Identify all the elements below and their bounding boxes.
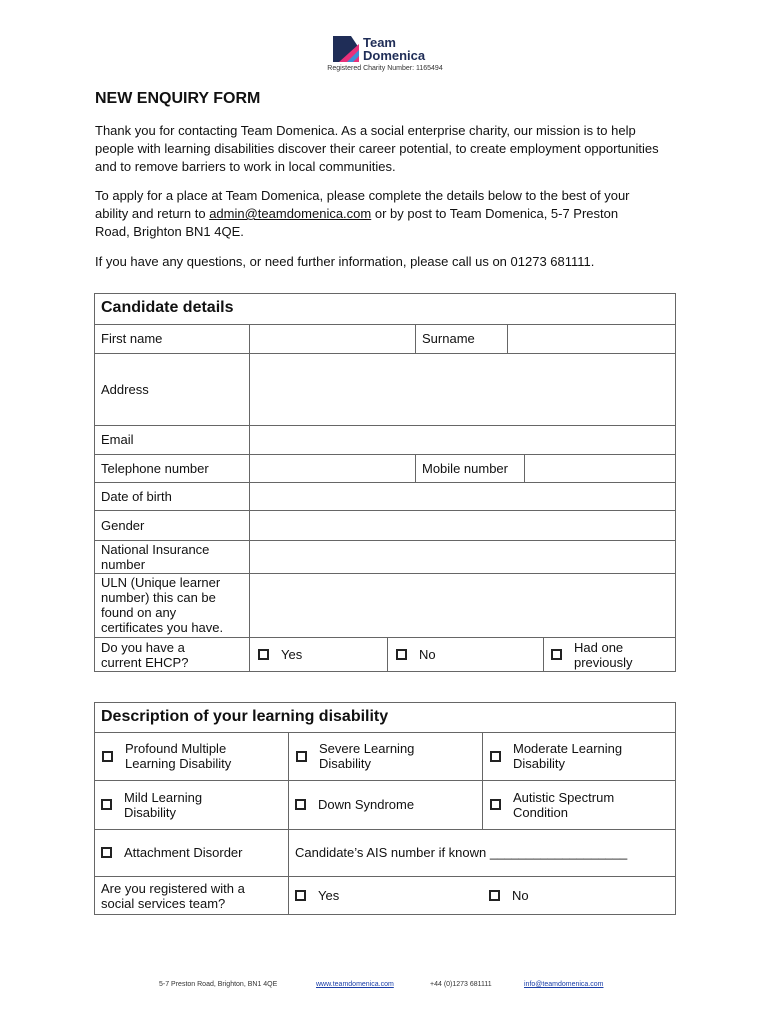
intro-paragraph-3: If you have any questions, or need further information, please call us on 01273 681111. (95, 254, 595, 269)
social-yes-label: Yes (318, 888, 340, 903)
checkbox-icon[interactable] (490, 751, 501, 762)
autistic-option[interactable] (483, 780, 676, 829)
pmld-label-line: Learning Disability (125, 756, 232, 771)
social-no-label: No (512, 888, 529, 903)
sld-label-line: Severe Learning (319, 741, 415, 756)
down-syndrome-label: Down Syndrome (318, 797, 415, 812)
first-name-label: First name (101, 331, 163, 346)
mild-option[interactable] (95, 780, 288, 829)
checkbox-icon[interactable] (490, 799, 501, 810)
ehcp-label-line: current EHCP? (101, 654, 189, 670)
ehcp-label-line: Do you have a (101, 639, 185, 655)
autistic-label (513, 790, 614, 820)
checkbox-icon[interactable] (258, 649, 269, 660)
social-services-label (95, 876, 288, 915)
charity-number: Registered Charity Number: 1165494 (327, 65, 443, 72)
social-services-label-line: social services team? (101, 895, 226, 911)
social-services-label-line: Are you registered with a (101, 880, 245, 896)
checkbox-icon[interactable] (396, 649, 407, 660)
uln-field[interactable] (250, 573, 676, 637)
ni-label (95, 540, 249, 573)
footer-website (316, 981, 394, 988)
logo-text (363, 36, 425, 62)
ehcp-previously-label (574, 640, 633, 670)
team-domenica-logo-icon (329, 34, 361, 66)
pmld-label (125, 741, 231, 771)
uln-label (95, 573, 249, 637)
ehcp-label (95, 637, 249, 672)
sld-label (319, 741, 414, 771)
attachment-option[interactable] (95, 829, 288, 876)
gender-field[interactable] (250, 510, 676, 540)
uln-label-line: found on any (101, 605, 177, 620)
checkbox-icon[interactable] (296, 751, 307, 762)
social-no-option[interactable] (483, 876, 676, 915)
ni-field[interactable] (250, 540, 676, 573)
ehcp-previously-line: previously (574, 654, 633, 670)
logo (329, 34, 441, 66)
sld-label-line: Disability (319, 756, 372, 771)
address-label: Address (101, 381, 149, 397)
ni-label-line: number (101, 556, 146, 572)
gender-label: Gender (101, 517, 145, 533)
social-yes-option[interactable] (289, 876, 482, 915)
ais-number-field[interactable]: Candidate’s AIS number if known ___________________ (295, 845, 628, 860)
ni-label-line: National Insurance (101, 541, 210, 557)
ehcp-yes-option[interactable] (250, 637, 387, 672)
candidate-details-table (94, 293, 676, 672)
moderate-label-line: Moderate Learning (513, 741, 623, 756)
mild-label-line: Mild Learning (124, 789, 203, 805)
pmld-label-line: Profound Multiple (125, 741, 227, 756)
ehcp-no-label: No (419, 647, 436, 662)
intro-paragraph-1: Thank you for contacting Team Domenica. As a social enterprise charity, our mission is to help people with learning disabilities discover their career potential, to create employment opportunities and to remove barriers to work in local communities. (95, 123, 659, 174)
admin-email-link[interactable]: admin@teamdomenica.com (209, 206, 372, 221)
ehcp-no-option[interactable] (388, 637, 543, 672)
page-title: NEW ENQUIRY FORM (95, 90, 261, 107)
learning-disability-heading: Description of your learning disability (95, 703, 675, 733)
intro-paragraph-2 (95, 187, 655, 241)
checkbox-icon[interactable] (295, 799, 306, 810)
footer-address: 5-7 Preston Road, Brighton, BN1 4QE (159, 981, 278, 988)
address-field[interactable] (250, 353, 676, 425)
footer-phone: +44 (0)1273 681111 (430, 981, 492, 988)
dob-label: Date of birth (101, 488, 172, 504)
checkbox-icon[interactable] (102, 751, 113, 762)
mild-label (124, 790, 202, 820)
surname-field[interactable] (508, 324, 676, 353)
website-link[interactable]: www.teamdomenica.com (316, 981, 394, 988)
dob-field[interactable] (250, 482, 676, 510)
checkbox-icon[interactable] (489, 890, 500, 901)
email-label: Email (101, 432, 134, 447)
ehcp-yes-label: Yes (281, 647, 303, 662)
ehcp-previously-line: Had one (574, 639, 624, 655)
first-name-field[interactable] (250, 324, 415, 353)
uln-label-line: number) this can be (101, 590, 216, 605)
pmld-option[interactable] (95, 732, 288, 780)
email-field[interactable] (250, 425, 676, 454)
logo-text-line1: Team (363, 35, 396, 50)
footer-email (524, 981, 603, 988)
moderate-label (513, 741, 622, 771)
checkbox-icon[interactable] (101, 799, 112, 810)
moderate-option[interactable] (483, 732, 676, 780)
sld-option[interactable] (289, 732, 482, 780)
telephone-field[interactable] (250, 454, 415, 482)
telephone-label: Telephone number (101, 460, 209, 476)
logo-text-line2: Domenica (363, 48, 426, 63)
candidate-details-heading: Candidate details (95, 294, 675, 325)
attachment-label: Attachment Disorder (124, 845, 243, 860)
moderate-label-line: Disability (513, 756, 566, 771)
mobile-label: Mobile number (422, 460, 508, 476)
ehcp-previously-option[interactable] (544, 637, 676, 672)
checkbox-icon[interactable] (551, 649, 562, 660)
down-syndrome-option[interactable] (289, 780, 482, 829)
mild-label-line: Disability (124, 804, 177, 820)
autistic-label-line: Autistic Spectrum (513, 789, 615, 805)
info-email-link[interactable]: info@teamdomenica.com (524, 981, 604, 988)
checkbox-icon[interactable] (295, 890, 306, 901)
surname-label: Surname (422, 331, 475, 346)
intro-text: or by post to Team Domenica, 5-7 Preston Road, Brighton BN1 4QE. (95, 206, 619, 239)
checkbox-icon[interactable] (101, 847, 112, 858)
uln-label-line: certificates you have. (101, 620, 224, 635)
autistic-label-line: Condition (513, 804, 568, 820)
learning-disability-table (94, 702, 676, 915)
mobile-field[interactable] (525, 454, 676, 482)
intro-text: To apply for a place at Team Domenica, please complete the details below to the best of your ability and return to (95, 188, 630, 221)
uln-label-line: ULN (Unique learner (101, 575, 221, 590)
